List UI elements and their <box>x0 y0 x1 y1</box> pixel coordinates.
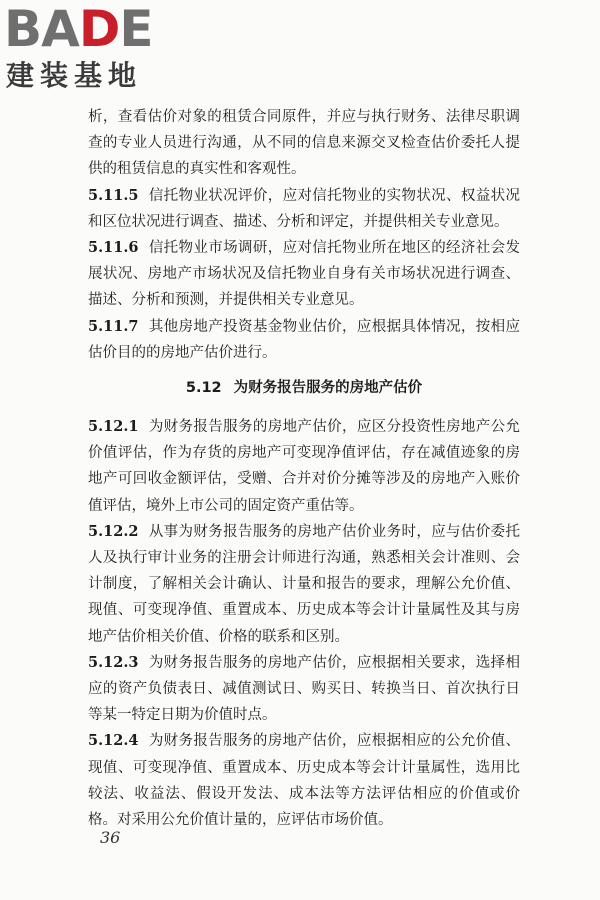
clause-text: 为财务报告服务的房地产估价，应根据相关要求，选择相应的资产负债表日、减值测试日、购买日、转换当日、首次执行日等某一特定日期为价值时点。 <box>88 654 520 724</box>
clause-5-12-1 <box>88 414 520 519</box>
clause-number: 5.12.2 <box>88 522 139 540</box>
clause-number: 5.12.1 <box>88 418 139 436</box>
logo-accent-letter: D <box>78 0 120 58</box>
clause-text: 信托物业市场调研，应对信托物业所在地区的经济社会发展状况、房地产市场状况及信托物业自身有关市场状况进行调查、描述、分析和预测，并提供相关专业意见。 <box>88 240 520 309</box>
clause-text: 信托物业状况评价，应对信托物业的实物状况、权益状况和区位状况进行调查、描述、分析和评定，并提供相关专业意见。 <box>88 187 520 230</box>
page-number: 36 <box>100 828 121 847</box>
bade-logo <box>4 0 179 96</box>
clause-text: 从事为财务报告服务的房地产估价业务时，应与估价委托人及执行审计业务的注册会计师进行沟通，熟悉相关会计准则、会计制度，了解相关会计确认、计量和报告的要求，理解公允价值、现值、可变现净值、重置成本、历史成本等会计计量属性及其与房地产估价相关价值、价格的联系和区别。 <box>88 523 520 645</box>
clause-number: 5.12.4 <box>88 732 139 750</box>
clause-5-12-3 <box>88 650 520 729</box>
clause-text: 为财务报告服务的房地产估价，应区分投资性房地产公允价值评估，作为存货的房地产可变现净值评估，存在减值迹象的房地产可回收金额评估，受赠、合并对价分摊等涉及的房地产入账价值评估，境外上市公司的固定资产重估等。 <box>88 419 520 514</box>
clause-text: 为财务报告服务的房地产估价，应根据相应的公允价值、现值、可变现净值、重置成本、历史成本等会计计量属性，选用比较法、收益法、假设开发法、成本法等方法评估相应的价值或价格。对采用公允价值计量的，应评估市场价值。 <box>88 733 520 829</box>
section-number: 5.12 <box>185 380 222 397</box>
clause-number: 5.12.3 <box>88 653 139 671</box>
clause-5-11-6 <box>88 235 520 314</box>
clause-5-12-4 <box>88 728 520 833</box>
clause-number: 5.11.7 <box>88 317 139 335</box>
document-body <box>88 104 520 833</box>
section-title: 为财务报告服务的房地产估价 <box>233 380 423 397</box>
logo-wordmark: BADE <box>4 0 153 58</box>
section-heading <box>88 376 520 400</box>
clause-number: 5.11.6 <box>88 239 139 257</box>
clause-5-11-7 <box>88 314 520 366</box>
logo-subtitle: 建装基地 <box>6 59 143 92</box>
clause-5-11-5 <box>88 183 520 235</box>
clause-5-12-2 <box>88 519 520 650</box>
clause-number: 5.11.5 <box>88 186 139 204</box>
paragraph-continuation: 析，查看估价对象的租赁合同原件，并应与执行财务、法律尽职调查的专业人员进行沟通，从不同的信息来源交叉检查估价委托人提供的租赁信息的真实性和客观性。 <box>88 109 520 178</box>
clause-text: 其他房地产投资基金物业估价，应根据具体情况，按相应估价目的的房地产估价进行。 <box>88 318 520 361</box>
